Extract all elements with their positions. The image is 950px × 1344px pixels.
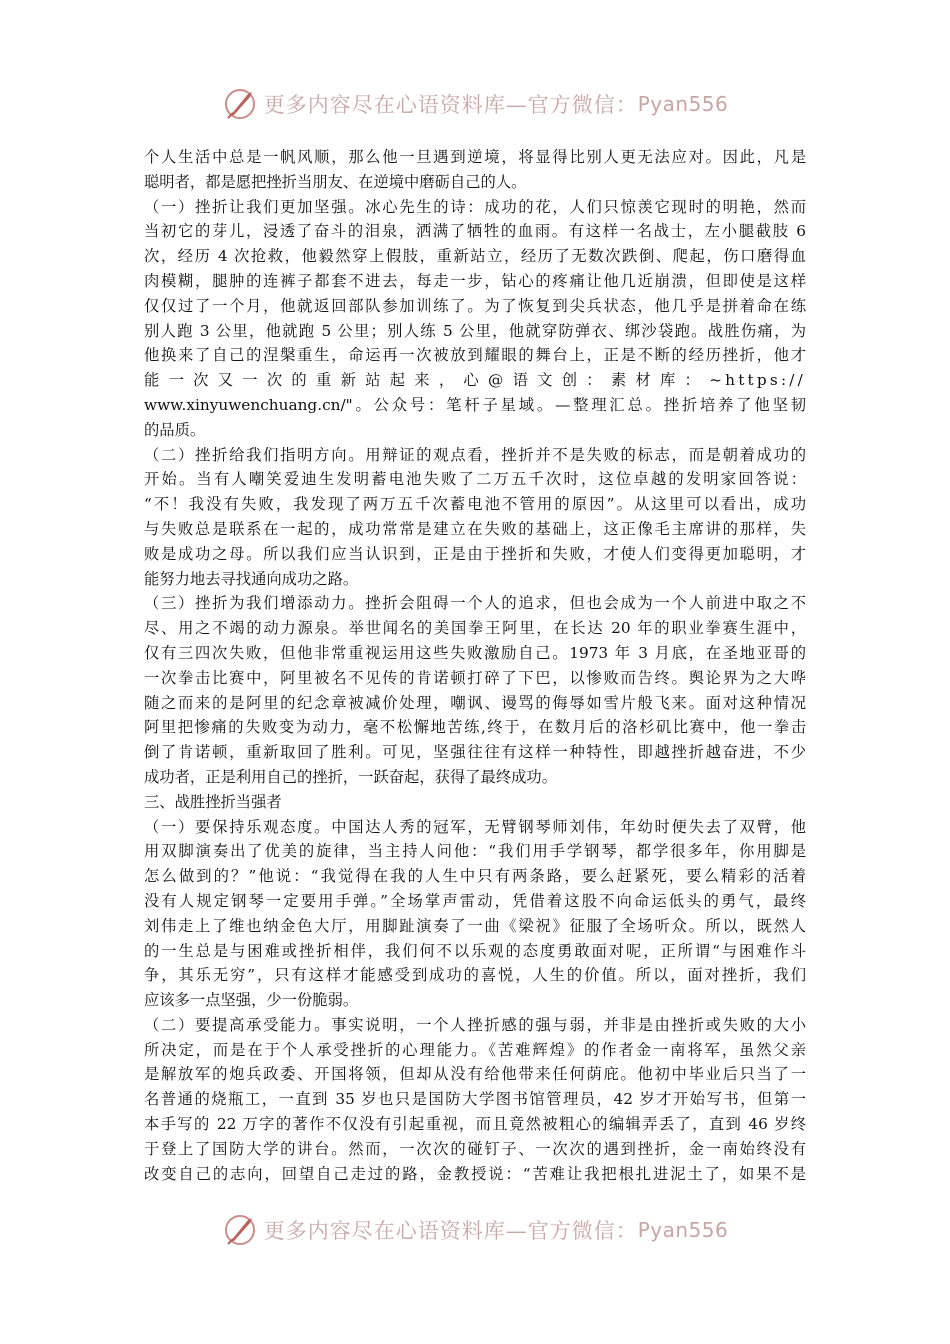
text-line: 成功者，正是利用自己的挫折，一跃奋起，获得了最终成功。 bbox=[144, 767, 558, 786]
watermark-text: 更多内容尽在心语资料库—官方微信： bbox=[263, 93, 638, 117]
text-line: 阿里把惨痛的失败变为动力，毫不松懈地苦练,终于，在数月后的洛杉矶比赛中，他一拳击 bbox=[144, 718, 806, 737]
text-line: 尽、用之不竭的动力源泉。举世闻名的美国拳王阿里，在长达 20 年的职业拳赛生涯中， bbox=[144, 619, 806, 638]
text-line: 名普通的烧瓶工，一直到 35 岁也只是国防大学图书馆管理员，42 岁才开始写书，但第一 bbox=[144, 1090, 806, 1109]
quill-logo-icon bbox=[222, 86, 258, 122]
watermark-header bbox=[0, 84, 950, 124]
text-line: （三）挫折为我们增添动力。挫折会阻碍一个人的追求，但也会成为一个人前进中取之不 bbox=[144, 594, 806, 613]
text-line: 用双脚演奏出了优美的旋律，当主持人问他：“我们用手学钢琴，都学很多年，你用脚是 bbox=[144, 842, 806, 861]
text-line: （一）挫折让我们更加坚强。冰心先生的诗：成功的花，人们只惊羡它现时的明艳，然而 bbox=[144, 197, 806, 216]
text-line: 次，经历 4 次抢救，他毅然穿上假肢，重新站立，经历了无数次跌倒、爬起，伤口磨得血 bbox=[144, 247, 806, 266]
watermark-wechat-id: Pyan556 bbox=[637, 92, 729, 116]
watermark-wechat-id: Pyan556 bbox=[637, 1218, 729, 1242]
text-line: 应该多一点坚强，少一份脆弱。 bbox=[144, 991, 359, 1010]
text-line: 随之而来的是阿里的纪念章被减价处理，嘲讽、谩骂的侮辱如雪片般飞来。面对这种情况 bbox=[144, 693, 806, 712]
quill-logo-icon bbox=[222, 1212, 258, 1248]
text-line: 能一次又一次的重新站起来，心@语文创：素材库：~https:// bbox=[144, 371, 806, 390]
text-line: 一次拳击比赛中，阿里被名不见传的肯诺顿打碎了下巴，以惨败而告终。舆论界为之大哗 bbox=[144, 668, 806, 687]
text-line: 聪明者，都是愿把挫折当朋友、在逆境中磨砺自己的人。 bbox=[144, 172, 527, 191]
text-line: 仅仅过了一个月，他就返回部队参加训练了。为了恢复到尖兵状态，他几乎是拼着命在练 bbox=[144, 296, 806, 315]
text-line: 倒了肯诺顿，重新取回了胜利。可见，坚强往往有这样一种特性，即越挫折越奋进，不少 bbox=[144, 743, 806, 762]
watermark-footer bbox=[0, 1210, 950, 1250]
text-line: （一）要保持乐观态度。中国达人秀的冠军，无臂钢琴师刘伟，年幼时便失去了双臂，他 bbox=[144, 817, 806, 836]
text-line: 没有人规定钢琴一定要用手弹。”全场掌声雷动，凭借着这股不向命运低头的勇气，最终 bbox=[144, 891, 806, 910]
text-line: 改变自己的志向，回望自己走过的路，金教授说：“苦难让我把根扎进泥土了，如果不是 bbox=[144, 1164, 806, 1183]
text-line: 肉模糊，腿肿的连裤子都套不进去，每走一步，钻心的疼痛让他几近崩溃，但即使是这样 bbox=[144, 271, 806, 290]
text-line: 开始。当有人嘲笑爱迪生发明蓄电池失败了二万五千次时，这位卓越的发明家回答说： bbox=[144, 470, 806, 489]
text-line: 别人跑 3 公里，他就跑 5 公里；别人练 5 公里，他就穿防弹衣、绑沙袋跑。战胜伤痛，为 bbox=[144, 321, 806, 340]
document-body bbox=[144, 145, 806, 1186]
text-line: 败是成功之母。所以我们应当认识到，正是由于挫折和失败，才使人们变得更加聪明，才 bbox=[144, 544, 806, 563]
text-line: （二）要提高承受能力。事实说明，一个人挫折感的强与弱，并非是由挫折或失败的大小 bbox=[144, 1015, 806, 1034]
text-line: 于登上了国防大学的讲台。然而，一次次的碰钉子、一次次的遇到挫折，金一南始终没有 bbox=[144, 1139, 806, 1158]
text-line: 是解放军的炮兵政委、开国将领，但却从没有给他带来任何荫庇。他初中毕业后只当了一 bbox=[144, 1065, 806, 1084]
text-line: 争，其乐无穷”，只有这样才能感受到成功的喜悦，人生的价值。所以，面对挫折，我们 bbox=[144, 966, 806, 985]
watermark-text: 更多内容尽在心语资料库—官方微信： bbox=[263, 1219, 638, 1243]
text-line: 三、战胜挫折当强者 bbox=[144, 792, 282, 811]
text-line: 怎么做到的？”他说：“我觉得在我的人生中只有两条路，要么赶紧死，要么精彩的活着 bbox=[144, 867, 806, 886]
text-line: 与失败总是联系在一起的，成功常常是建立在失败的基础上，这正像毛主席讲的那样，失 bbox=[144, 519, 806, 538]
text-line: 他换来了自己的涅槃重生，命运再一次被放到耀眼的舞台上，正是不断的经历挫折，他才 bbox=[144, 346, 806, 365]
text-line: 仅有三四次失败，但他非常重视运用这些失败激励自己。1973 年 3 月底，在圣地亚哥的 bbox=[144, 643, 806, 662]
text-line: 本手写的 22 万字的著作不仅没有引起重视，而且竟然被粗心的编辑弄丢了，直到 46 岁终 bbox=[144, 1115, 806, 1134]
text-line: 当初它的芽儿，浸透了奋斗的泪泉，洒满了牺牲的血雨。有这样一名战士，左小腿截肢 6 bbox=[144, 222, 806, 241]
text-line: （二）挫折给我们指明方向。用辩证的观点看，挫折并不是失败的标志，而是朝着成功的 bbox=[144, 445, 806, 464]
text-line: 所决定，而是在于个人承受挫折的心理能力。《苦难辉煌》的作者金一南将军，虽然父亲 bbox=[144, 1040, 806, 1059]
text-line: “不！我没有失败，我发现了两万五千次蓄电池不管用的原因”。从这里可以看出，成功 bbox=[144, 495, 806, 514]
text-line: 个人生活中总是一帆风顺，那么他一旦遇到逆境，将显得比别人更无法应对。因此，凡是 bbox=[144, 148, 806, 166]
text-line: 刘伟走上了维也纳金色大厅，用脚趾演奏了一曲《梁祝》征服了全场听众。所以，既然人 bbox=[144, 916, 806, 935]
text-line: 能努力地去寻找通向成功之路。 bbox=[144, 569, 359, 588]
text-line: 的一生总是与困难或挫折相伴，我们何不以乐观的态度勇敢面对呢，正所谓“与困难作斗 bbox=[144, 941, 806, 960]
text-line: www.xinyuwenchuang.cn/"。公众号：笔杆子星域。—整理汇总。挫折培养了他坚韧 bbox=[144, 395, 806, 414]
text-line: 的品质。 bbox=[144, 420, 206, 439]
